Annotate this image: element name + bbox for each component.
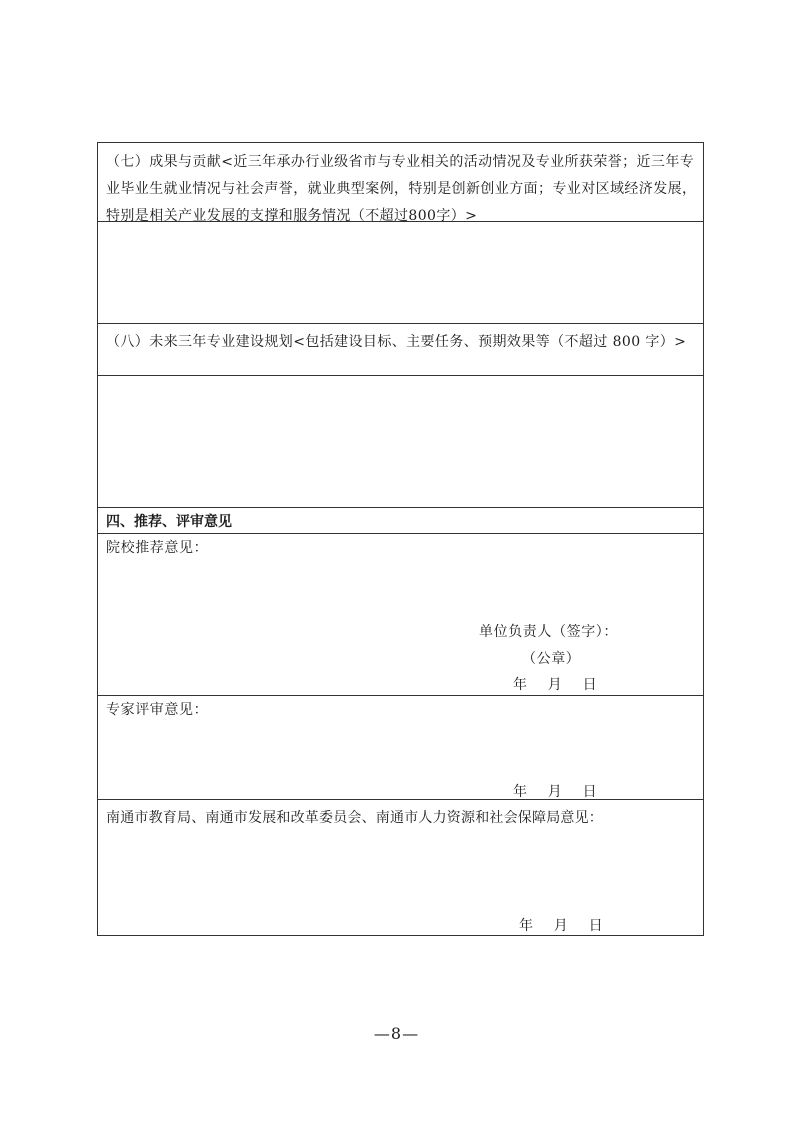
section7-answer-area[interactable] <box>98 222 703 322</box>
divider <box>98 507 703 508</box>
signer-label: 单位负责人（签字）： <box>479 624 618 640</box>
school-opinion-label: 院校推荐意见： <box>106 540 209 556</box>
bureau-opinion-area[interactable] <box>98 827 703 927</box>
divider <box>98 799 703 800</box>
divider <box>98 533 703 534</box>
bureau-opinion-label: 南通市教育局、南通市发展和改革委员会、南通市人力资源和社会保障局意见： <box>106 810 603 826</box>
page-number: —8— <box>373 1024 420 1043</box>
expert-opinion-area[interactable] <box>98 717 703 797</box>
seal-label: （公章） <box>522 651 581 667</box>
section4-heading: 四、推荐、评审意见 <box>106 514 232 530</box>
expert-opinion-label: 专家评审意见： <box>106 702 209 718</box>
section8-prompt: （八）未来三年专业建设规划<包括建设目标、主要任务、预期效果等（不超过 800 字）> <box>106 334 687 350</box>
application-form-table <box>97 142 704 936</box>
bureau-date: 年 月 日 <box>519 918 604 934</box>
expert-date: 年 月 日 <box>513 784 598 800</box>
section7-prompt: （七）成果与贡献<近三年承办行业级省市与专业相关的活动情况及专业所获荣誉；近三年专业毕业生就业情况与社会声誉，就业典型案例，特别是创新创业方面；专业对区域经济发展，特别是相关产业发展的支撑和服务情况（不超过800字）> <box>106 154 697 224</box>
school-date: 年 月 日 <box>513 677 598 693</box>
divider <box>98 323 703 324</box>
divider <box>98 695 703 696</box>
section8-answer-area[interactable] <box>98 376 703 506</box>
